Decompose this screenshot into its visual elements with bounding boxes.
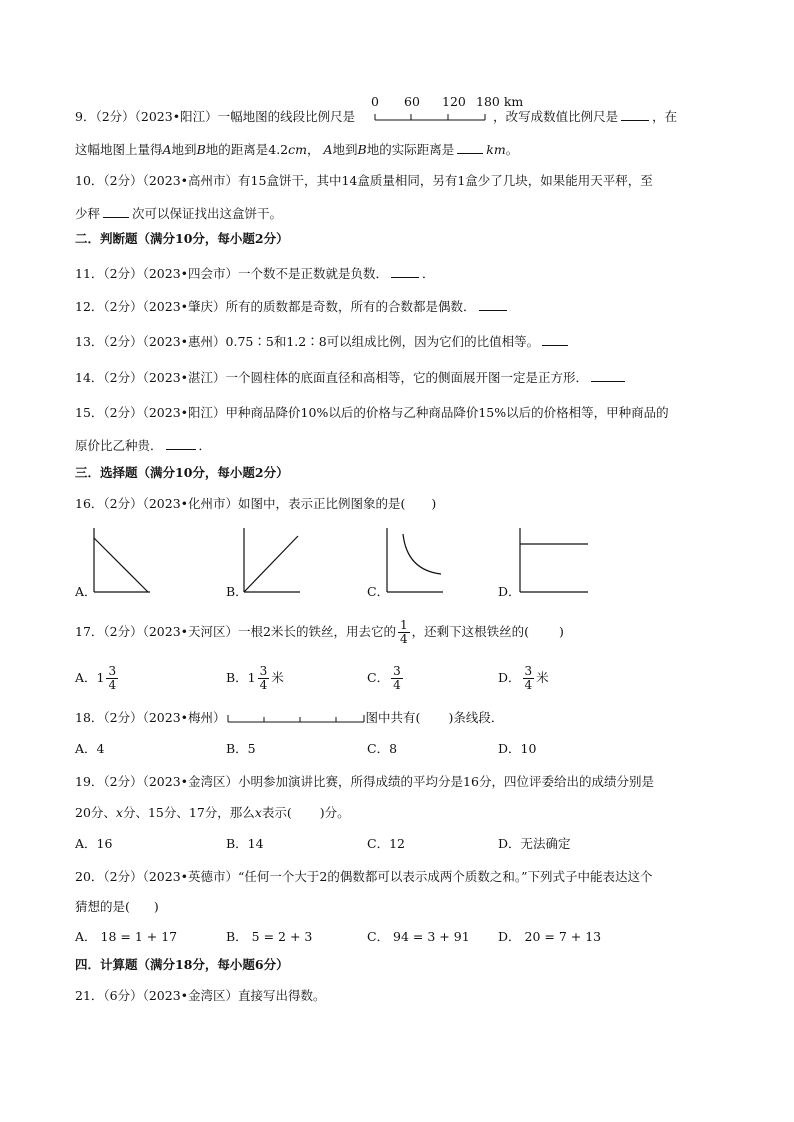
- question-19-line-2: [75, 805, 350, 821]
- q17-option-b-fraction: [258, 665, 270, 692]
- segment-diagram: [226, 713, 366, 725]
- q11-answer-blank[interactable]: [391, 265, 419, 278]
- unit-km: km: [486, 142, 506, 157]
- q9-line2-b: 地到: [171, 142, 197, 157]
- q17-fraction-one-quarter: [398, 619, 410, 646]
- frac-denominator: 4: [393, 678, 401, 692]
- question-10-line-2: [75, 205, 282, 222]
- q13-text: 13．（2分）（2023•惠州）0.75∶5和1.2∶8可以组成比例，因为它们的比值相等。: [75, 334, 540, 349]
- q9-after2: ，在: [652, 109, 678, 124]
- q16-option-a-label[interactable]: A．: [75, 584, 97, 599]
- scale-label-0: 0: [371, 94, 379, 109]
- q9-line2-d: ，: [307, 142, 320, 157]
- frac-denominator: 4: [108, 678, 117, 692]
- unit-cm: cm: [288, 142, 307, 157]
- q20-option-b[interactable]: B． 5 = 2 + 3: [226, 929, 313, 944]
- frac-denominator: 4: [259, 678, 268, 692]
- q20-close: ): [153, 899, 159, 914]
- q9-text: 9．（2分）（2023•阳江）一幅地图的线段比例尺是: [75, 109, 356, 124]
- q12-answer-blank[interactable]: [479, 298, 507, 311]
- q14-text: 14．（2分）（2023•湛江）一个圆柱体的底面直径和高相等，它的侧面展开图一定是正方形．: [75, 370, 589, 385]
- q20-line2: 猜想的是(: [75, 899, 130, 914]
- q20-option-a[interactable]: A． 18 = 1 + 17: [75, 929, 178, 944]
- variable-x: x: [115, 805, 123, 820]
- q10-answer-blank[interactable]: [103, 205, 129, 218]
- section-3-heading: 三．选择题（满分10分，每小题2分）: [75, 465, 289, 480]
- variable-x-2: x: [254, 805, 262, 820]
- frac-numerator: 3: [524, 664, 533, 678]
- point-a: A: [162, 142, 172, 157]
- q19-line2-a: 20分、: [75, 805, 116, 820]
- q19-option-d[interactable]: D．无法确定: [498, 836, 571, 851]
- q13-answer-blank[interactable]: [542, 333, 568, 346]
- q17-option-b-label: B．1: [226, 670, 256, 685]
- point-b: B: [196, 142, 206, 157]
- q11-end: ．: [422, 266, 435, 281]
- q9-after: ，改写成数值比例尺是: [493, 109, 619, 124]
- q10-line2-b: 次可以保证找出这盒饼干。: [132, 206, 283, 221]
- frac-numerator: 3: [393, 664, 401, 678]
- q19-line2-b: 分、15分、17分，那么: [122, 805, 255, 820]
- q9-distance-blank[interactable]: [457, 141, 483, 154]
- question-15-line-2: [75, 437, 211, 454]
- q17-text: 17．（2分）（2023•天河区）一根2米长的铁丝，用去它的: [75, 624, 396, 639]
- q18-option-d[interactable]: D．10: [498, 741, 537, 756]
- q17-option-c[interactable]: [367, 665, 405, 692]
- point-b-2: B: [357, 142, 367, 157]
- frac-numerator: 3: [259, 664, 268, 678]
- q17-option-a[interactable]: [75, 665, 120, 692]
- frac-denominator: 4: [524, 678, 533, 692]
- q19-option-c[interactable]: C．12: [367, 836, 405, 851]
- q18-option-c[interactable]: C．8: [367, 741, 398, 756]
- graph-c-inverse-curve[interactable]: [383, 526, 447, 596]
- q17-option-d-label: D．: [498, 670, 521, 685]
- section-4-heading: 四．计算题（满分18分，每小题6分）: [75, 957, 289, 972]
- q17-option-a-label: A．1: [75, 670, 105, 685]
- q9-line2-e: 地到: [332, 142, 358, 157]
- q18-text2: 图中共有(: [365, 710, 421, 725]
- q15-line2: 原价比乙种贵．: [75, 438, 163, 453]
- q15-end: ．: [198, 438, 212, 453]
- q17-text2: ，还剩下这根铁丝的(: [411, 624, 530, 639]
- frac-denominator: 4: [400, 632, 408, 646]
- q18-text: 18．（2分）（2023•梅州）: [75, 710, 226, 725]
- graph-a-decreasing-line[interactable]: [90, 526, 154, 596]
- q20-option-d[interactable]: D． 20 = 7 + 13: [498, 929, 602, 944]
- q10-line2-a: 少秤: [75, 206, 101, 221]
- q17-option-a-fraction: [106, 665, 118, 692]
- q12-text: 12．（2分）（2023•肇庆）所有的质数都是奇数，所有的合数都是偶数．: [75, 299, 476, 314]
- scale-label-180km: 180 km: [476, 94, 524, 109]
- q18-option-a[interactable]: A．4: [75, 741, 105, 756]
- q19-line2-c: 表示(: [261, 805, 292, 820]
- q20-option-c[interactable]: C． 94 = 3 + 91: [367, 929, 470, 944]
- q14-answer-blank[interactable]: [591, 369, 625, 382]
- question-21: 21．（6分）（2023•金湾区）直接写出得数。: [75, 988, 326, 1003]
- q16-option-d-label[interactable]: D．: [498, 584, 521, 599]
- q16-text: 16．（2分）（2023•化州市）如图中，表示正比例图象的是(: [75, 496, 406, 511]
- question-12: [75, 298, 510, 315]
- question-11: [75, 265, 435, 282]
- q11-text: 11．（2分）（2023•四会市）一个数不是正数就是负数．: [75, 266, 389, 281]
- q17-option-b[interactable]: [226, 665, 284, 692]
- question-13: [75, 333, 571, 350]
- q16-option-b-label[interactable]: B．: [226, 584, 248, 599]
- q19-close: )分。: [319, 805, 350, 820]
- q19-option-b[interactable]: B．14: [226, 836, 264, 851]
- q15-answer-blank[interactable]: [166, 437, 196, 450]
- graph-b-proportional-line[interactable]: [240, 526, 304, 596]
- question-9-line-2: [75, 141, 518, 158]
- q17-option-d-fraction: [523, 665, 535, 692]
- q16-option-c-label[interactable]: C．: [367, 584, 390, 599]
- question-18: [75, 710, 503, 726]
- q17-option-b-unit: 米: [271, 670, 284, 685]
- q17-option-c-fraction: [391, 665, 403, 692]
- q17-close: ): [559, 624, 564, 639]
- scale-label-120: 120: [442, 94, 466, 109]
- question-10-line-1: 10．（2分）（2023•高州市）有15盒饼干，其中14盒质量相同，另有1盒少了几块，如果能用天平秤，至: [75, 173, 653, 188]
- point-a-2: A: [323, 142, 333, 157]
- q9-answer-blank[interactable]: [621, 108, 649, 121]
- q19-option-a[interactable]: A．16: [75, 836, 113, 851]
- frac-numerator: 3: [108, 664, 117, 678]
- graph-d-constant-line[interactable]: [516, 526, 592, 596]
- q17-option-c-label: C．: [367, 670, 390, 685]
- q18-option-b[interactable]: B．5: [226, 741, 256, 756]
- q9-end: 。: [505, 142, 519, 157]
- q9-line2-c: 地的距离是4.2: [205, 142, 289, 157]
- scale-label-60: 60: [404, 94, 420, 109]
- q17-option-d[interactable]: [498, 665, 549, 692]
- question-17: [75, 619, 564, 646]
- q17-option-d-unit: 米: [536, 670, 549, 685]
- question-15-line-1: 15．（2分）（2023•阳江）甲种商品降价10%以后的价格与乙种商品降价15%以后的价格相等，甲种商品的: [75, 405, 669, 420]
- q9-line2-f: 地的实际距离是: [366, 142, 455, 157]
- question-16: [75, 496, 436, 512]
- question-20-line-1: 20．（2分）（2023•英德市）“任何一个大于2的偶数都可以表示成两个质数之和。”下列式子中能表达这个: [75, 869, 653, 884]
- q18-close: )条线段．: [448, 710, 504, 725]
- question-20-line-2: [75, 899, 159, 915]
- q16-close: ): [431, 496, 437, 511]
- frac-numerator: 1: [400, 618, 408, 632]
- section-2-heading: 二．判断题（满分10分，每小题2分）: [75, 231, 289, 246]
- question-19-line-1: 19．（2分）（2023•金湾区）小明参加演讲比赛，所得成绩的平均分是16分，四位评委给出的成绩分别是: [75, 774, 654, 789]
- question-14: [75, 369, 628, 386]
- q9-line2-a: 这幅地图上量得: [75, 142, 163, 157]
